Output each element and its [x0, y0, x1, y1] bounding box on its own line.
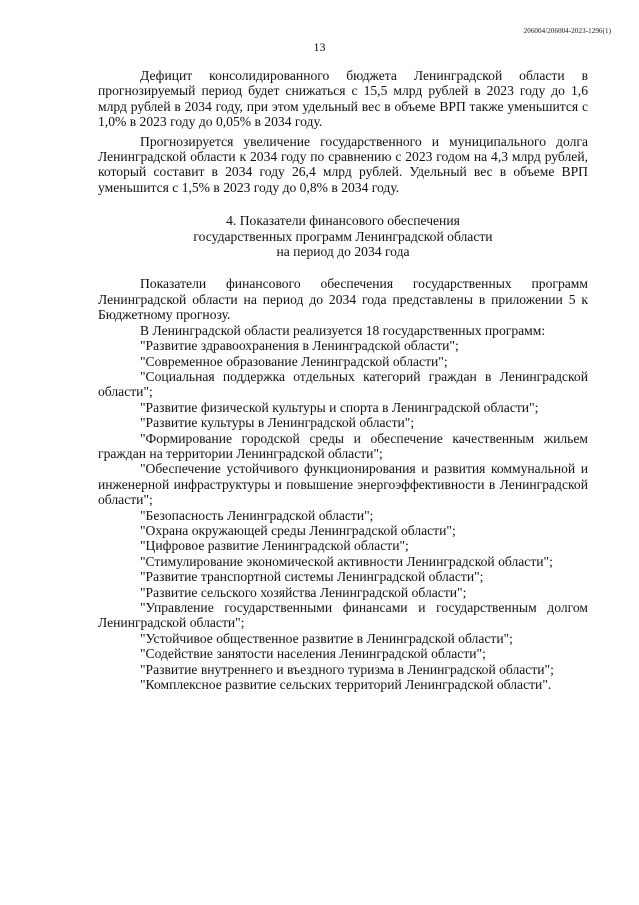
- list-item: "Стимулирование экономической активности Ленинградской области";: [140, 553, 553, 569]
- list-item: "Охрана окружающей среды Ленинградской области";: [140, 522, 456, 538]
- list-item: "Развитие транспортной системы Ленинградской области";: [140, 569, 484, 585]
- list-item: "Цифровое развитие Ленинградской области";: [140, 538, 409, 554]
- paragraph-indicators: Показатели финансового обеспечения государственных программ Ленинградской области на период до 2034 года представлены в приложении 5 к Бюджетному прогнозу.: [98, 276, 588, 323]
- section-heading-line: 4. Показатели финансового обеспечения: [226, 213, 460, 229]
- page-number: 13: [313, 40, 326, 54]
- document-registration-number: 206004/206004-2023-1296(1): [523, 27, 611, 35]
- list-item: "Содействие занятости населения Ленинградской области";: [140, 646, 486, 662]
- list-item: "Развитие физической культуры и спорта в Ленинградской области";: [140, 399, 539, 415]
- list-item: "Формирование городской среды и обеспечение качественным жильем граждан на территории Ленинградской области";: [98, 430, 588, 461]
- programs-list: [98, 338, 588, 692]
- list-item: "Обеспечение устойчивого функционирования и развития коммунальной и инженерной инфраструктуры и повышение энергоэффективности в Ленинградской области";: [98, 461, 588, 508]
- list-item: "Устойчивое общественное развитие в Ленинградской области";: [140, 630, 513, 646]
- list-item: "Комплексное развитие сельских территорий Ленинградской области".: [140, 677, 552, 693]
- list-item: "Развитие внутреннего и въездного туризма в Ленинградской области";: [140, 661, 554, 677]
- paragraph-deficit: Дефицит консолидированного бюджета Ленинградской области в прогнозируемый период будет снижаться с 15,5 млрд рублей в 2023 году до 1,6 млрд рублей в 2034 году, при этом удельный вес в объеме ВРП также уменьшится с 1,0% в 2023 году до 0,05% в 2034 году.: [98, 68, 588, 130]
- list-item: "Современное образование Ленинградской области";: [140, 353, 448, 369]
- document-body: [98, 68, 588, 692]
- list-item: "Развитие сельского хозяйства Ленинградской области";: [140, 584, 467, 600]
- list-item: "Социальная поддержка отдельных категорий граждан в Ленинградской области";: [98, 368, 588, 400]
- list-item: "Безопасность Ленинградской области";: [140, 507, 374, 523]
- paragraph-debt: Прогнозируется увеличение государственного и муниципального долга Ленинградской области к 2034 году по сравнению с 2023 годом на 4,3 млрд рублей, который составит в 2034 году 26,4 млрд рублей. Удельный вес в объеме ВРП уменьшится с 1,5% в 2023 году до 0,8% в 2034 году.: [98, 133, 588, 195]
- list-item: "Развитие здравоохранения в Ленинградской области";: [140, 338, 459, 354]
- paragraph-programs-intro: В Ленинградской области реализуется 18 государственных программ:: [140, 322, 546, 338]
- section-heading: [98, 213, 588, 259]
- list-item: "Управление государственными финансами и государственным долгом Ленинградской области";: [98, 600, 588, 631]
- section-heading-line: государственных программ Ленинградской области: [193, 228, 493, 244]
- list-item: "Развитие культуры в Ленинградской области";: [140, 415, 415, 431]
- section-heading-line: на период до 2034 года: [276, 244, 410, 260]
